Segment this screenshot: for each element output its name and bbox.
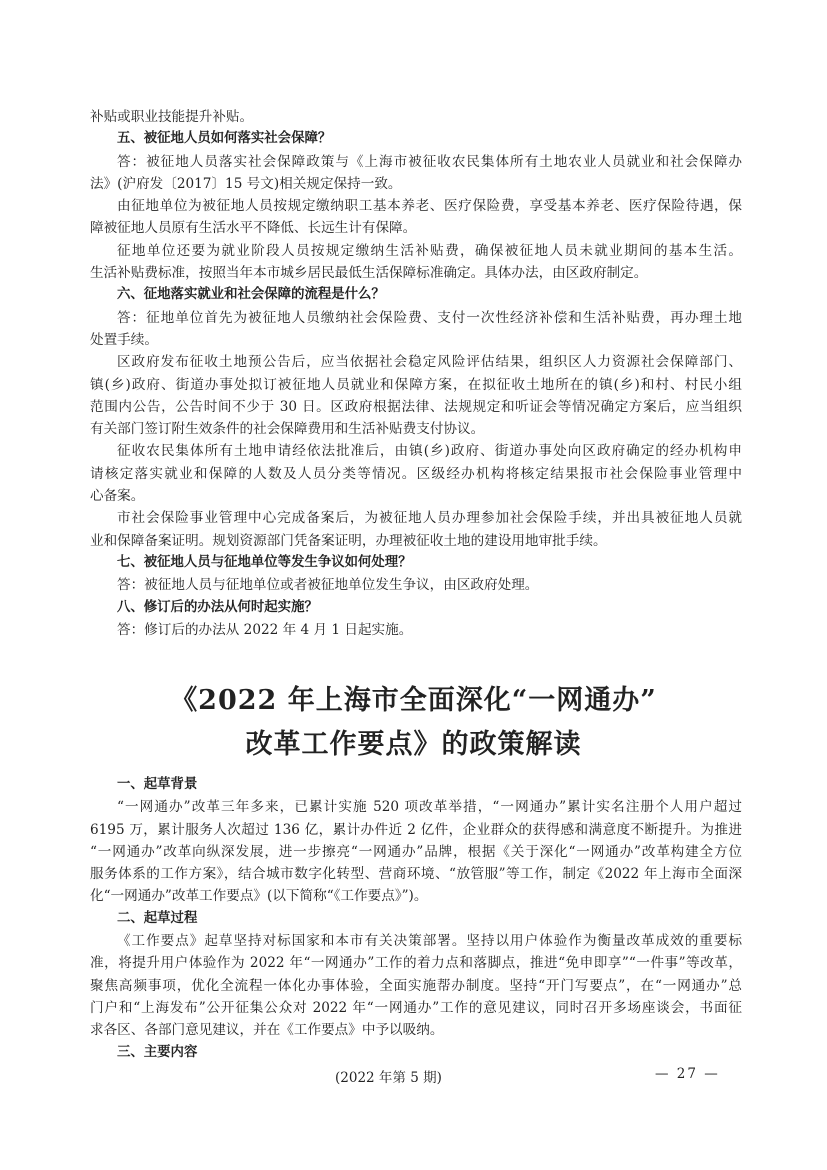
- text-line: 业和保障备案证明。规划资源部门凭备案证明，办理被征收土地的建设用地审批手续。: [90, 532, 607, 549]
- text-line: 镇(乡)政府、街道办事处拟订被征地人员就业和保障方案，在拟征收土地所在的镇(乡)和村、村民小组: [90, 376, 742, 393]
- section-heading: 八、修订后的办法从何时起实施？: [117, 599, 318, 615]
- section-heading: 六、征地落实就业和社会保障的流程是什么？: [117, 287, 385, 303]
- article-title-line-2: 改革工作要点》的政策解读: [245, 729, 582, 760]
- text-line: “一网通办”改革三年多来，已累计实施 520 项改革举措，“一网通办”累计实名注册个人用户超过: [117, 799, 742, 816]
- article-title-line-1: 《2022 年上海市全面深化“一网通办”: [170, 685, 657, 716]
- text-line: 答：征地单位首先为被征地人员缴纳社会保险费、支付一次性经济补偿和生活补贴费，再办理土地: [117, 309, 742, 326]
- text-line: 请核定落实就业和保障的人数及人员分类等情况。区级经办机构将核定结果报市社会保险事业管理中: [90, 465, 742, 482]
- text-line: 补贴或职业技能提升补贴。: [90, 109, 254, 125]
- text-line: 由征地单位为被征地人员按规定缴纳职工基本养老、医疗保险费，享受基本养老、医疗保险待遇，保: [117, 198, 742, 215]
- text-line: 6195 万，累计服务人次超过 136 亿，累计办件近 2 亿件，企业群众的获得感和满意度不断提升。为推进: [90, 821, 742, 838]
- issue-label: (2022 年第 5 期): [335, 1070, 442, 1086]
- text-line: 有关部门签订附生效条件的社会保障费用和生活补贴费支付协议。: [90, 421, 485, 438]
- text-line: 《工作要点》起草坚持对标国家和本市有关决策部署。坚持以用户体验作为衡量改革成效的重要标: [117, 933, 742, 950]
- section-heading: 五、被征地人员如何落实社会保障？: [117, 131, 332, 147]
- section-heading: 三、主要内容: [117, 1044, 198, 1060]
- text-line: 聚焦高频事项，优化全流程一体化办事体验，全面实施帮办制度。坚持“开门写要点”，在“一网通办”总: [90, 977, 742, 994]
- policy-interpretation-section: [90, 774, 742, 1064]
- text-line: 心备案。: [90, 488, 145, 505]
- text-line: 答：修订后的办法从 2022 年 4 月 1 日起实施。: [117, 621, 413, 638]
- section-heading: 七、被征地人员与征地单位等发生争议如何处理？: [117, 554, 412, 570]
- text-line: 准，将提升用户体验作为 2022 年“一网通办”工作的着力点和落脚点，推进“免申即享”“一件事”等改革，: [90, 955, 742, 972]
- text-line: 区政府发布征收土地预公告后，应当依据社会稳定风险评估结果，组织区人力资源社会保障部门、: [117, 354, 742, 371]
- text-line: 范围内公告，公告时间不少于 30 日。区政府根据法律、法规规定和听证会等情况确定方案后，应当组织: [90, 398, 742, 415]
- text-line: 处置手续。: [90, 331, 158, 348]
- text-line: 障被征地人员原有生活水平不降低、长远生计有保障。: [90, 220, 417, 237]
- faq-section: [90, 106, 742, 641]
- text-line: 答：被征地人员与征地单位或者被征地单位发生争议，由区政府处理。: [117, 577, 539, 594]
- text-line: 求各区、各部门意见建议，并在《工作要点》中予以吸纳。: [90, 1022, 444, 1039]
- section-heading: 二、起草过程: [117, 910, 198, 926]
- text-line: 服务体系的工作方案》，结合城市数字化转型、营商环境、“放管服”等工作，制定《2022 年上海市全面深: [90, 866, 742, 883]
- text-line: 市社会保险事业管理中心完成备案后，为被征地人员办理参加社会保险手续，并出具被征地人员就: [117, 510, 742, 527]
- section-heading: 一、起草背景: [117, 777, 198, 792]
- text-line: 征地单位还要为就业阶段人员按规定缴纳生活补贴费，确保被征地人员未就业期间的基本生活。: [117, 242, 742, 259]
- text-line: 化“一网通办”改革工作要点》(以下简称“《工作要点》”)。: [90, 888, 428, 905]
- text-line: 生活补贴费标准，按照当年本市城乡居民最低生活保障标准确定。具体办法，由区政府制定。: [90, 265, 648, 282]
- page-number: — 27 —: [655, 1066, 720, 1082]
- text-line: 门户和“上海发布”公开征集公众对 2022 年“一网通办”工作的意见建议，同时召开多场座谈会，书面征: [90, 999, 742, 1016]
- text-line: 答：被征地人员落实社会保障政策与《上海市被征收农民集体所有土地农业人员就业和社会保障办: [117, 153, 742, 170]
- text-line: 征收农民集体所有土地申请经依法批准后，由镇(乡)政府、街道办事处向区政府确定的经办机构申: [117, 443, 742, 460]
- text-line: 法》(沪府发〔2017〕15 号文)相关规定保持一致。: [90, 175, 402, 192]
- text-line: “一网通办”改革向纵深发展，进一步擦亮“一网通办”品牌，根据《关于深化“一网通办”改革构建全方位: [90, 843, 742, 860]
